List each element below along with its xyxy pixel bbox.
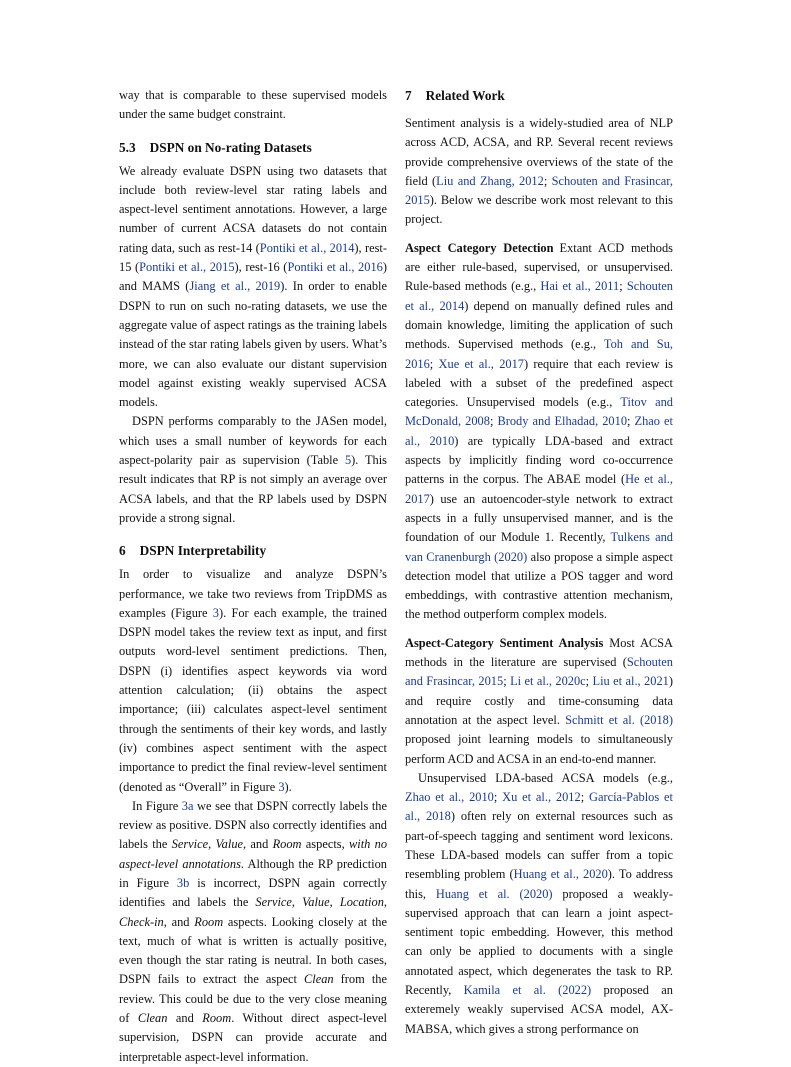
text-run: ). For each example, the trained DSPN model takes the review text as input, and first outputs word-level sentiment predictions. Then, DSPN (i) identifies aspect keywords via word attention calculation; (ii) obtains the aspect importance; (iii) calculates aspect-level sentiment through the sentiments of their key words, and lastly (iv) combines aspect sentiment with the aspect importance to predict the final review-level sentiment (denoted as “Overall” in Figure (119, 605, 387, 794)
paragraph-lda (405, 769, 673, 1039)
emphasis-text: Room (272, 837, 302, 852)
section-heading-7 (405, 86, 673, 105)
emphasis-text: Value (215, 837, 244, 852)
citation-link[interactable]: Pontiki et al., 2014 (259, 240, 355, 255)
text-run: is incorrect, DSPN again correctly identifies and labels the (119, 875, 387, 910)
citation-link[interactable]: Schouten and Frasincar, 2015 (405, 173, 673, 208)
citation-link[interactable]: Pontiki et al., 2016 (287, 260, 383, 275)
emphasis-text: Service (255, 895, 292, 910)
figure-ref-link[interactable]: 3 (212, 605, 219, 620)
citation-link[interactable]: Schouten et al., 2014 (405, 279, 673, 313)
citation-link[interactable]: Hai et al., 2011 (540, 279, 620, 294)
citation-link[interactable]: Xu et al., 2012 (502, 790, 581, 805)
table-ref-link[interactable]: 5 (344, 453, 352, 468)
right-column (405, 86, 673, 1039)
citation-link[interactable]: Brody and Elhadad, 2010 (497, 414, 628, 429)
text-run: ) require that each review is labeled with a subset of the predefined aspect categories. Unsupervised models (e.g., (405, 356, 674, 410)
text-run: ) often rely on external resources such as part-of-speech tagging and sentiment word lexicons. These LDA-based models can suffer from a topic resembling problem ( (405, 809, 673, 882)
emphasis-text: Room (202, 1011, 232, 1026)
text-run: ). In order to enable DSPN to run on such no-rating datasets, we use the aggregate value of aspect ratings as the training labels instead of the star rating labels given by users. What’s more, we can also evaluate our distant supervision model against existing weakly supervised ACSA models. (119, 279, 387, 410)
emphasis-text: Location (339, 895, 384, 910)
text-run: proposed joint learning models to simultaneously perform ACD and ACSA in an end-to-end manner. (405, 732, 673, 766)
text-run: ). This result indicates that RP is not simply an average over ACSA labels, and that the RP labels used by DSPN provide a strong signal. (119, 453, 387, 525)
text-run: Unsupervised LDA-based ACSA models (e.g., (418, 770, 673, 785)
citation-link[interactable]: Schouten and Frasincar, 2015 (405, 655, 673, 689)
text-run: ) depend on manually defined rules and domain knowledge, limiting the application of such methods. Supervised methods (e.g., (405, 298, 673, 352)
text-run: aspects. Looking closely at the text, much of what is written is actually positive, even though the star rating is neutral. In both cases, DSPN fails to extract the aspect (119, 914, 388, 987)
text-run: In Figure (132, 798, 182, 813)
text-run: ; (489, 414, 498, 429)
text-run: 7 (405, 88, 412, 103)
text-run: ; (627, 414, 635, 429)
figure-ref-link[interactable]: 3a (181, 798, 194, 813)
text-run: ; (429, 356, 439, 371)
text-run: DSPN on No-rating Datasets (149, 139, 312, 155)
text-run: ) and require costly and time-consuming data annotation at the aspect level. (405, 674, 673, 727)
citation-link[interactable]: Toh and Su, 2016 (405, 337, 673, 371)
emphasis-text: Clean (137, 1011, 168, 1026)
citation-link[interactable]: Jiang et al., 2019 (189, 279, 281, 294)
left-column (119, 86, 387, 1067)
figure-ref-link[interactable]: 3b (176, 875, 190, 890)
text-run: Extant ACD methods are either rule-based, supervised, or unsupervised. Rule-based methods (e.g., (405, 240, 673, 294)
text-run: Most ACSA methods in the literature are supervised ( (405, 635, 673, 670)
text-run: ; (493, 790, 503, 805)
text-run: 5.3 (119, 139, 136, 155)
citation-link[interactable]: Zhao et al., 2010 (405, 790, 494, 805)
citation-link[interactable]: Tulkens and van Cranenburgh (2020) (405, 530, 673, 564)
text-run: ; (619, 279, 627, 294)
text-run: ) use an autoencoder-style network to extract aspects in a fully unsupervised manner, and is the foundation of our Module 1. Recently, (405, 491, 673, 545)
text-run: Sentiment analysis is a widely-studied area of NLP across ACD, ACSA, and RP. Several recent reviews provide comprehensive overviews of the state of the field ( (405, 116, 673, 188)
text-run: also propose a simple aspect detection model that utilize a POS tagger and word embeddings, with contrastive attention mechanism, the method outperform complex models. (405, 549, 673, 622)
citation-link[interactable]: Kamila et al. (2022) (463, 983, 592, 998)
citation-link[interactable]: Xue et al., 2017 (438, 356, 524, 371)
citation-link[interactable]: Zhao et al., 2010 (405, 414, 673, 448)
text-run: ), rest-15 ( (119, 240, 387, 275)
paragraph-jasen (119, 412, 387, 528)
citation-link[interactable]: He et al., 2017 (405, 472, 673, 506)
text-run: ). Below we describe work most relevant to this project. (405, 193, 673, 227)
text-run: aspects, (301, 837, 349, 852)
text-run: ) and MAMS ( (119, 260, 387, 294)
text-run: and (167, 1011, 203, 1026)
text-run: proposed an exteremely weakly supervised ACSA model, AX-MABSA, which gives a strong performance on (405, 983, 673, 1036)
run-in-heading: Aspect-Category Sentiment Analysis (405, 635, 604, 650)
text-run: ), rest-16 ( (234, 260, 288, 275)
emphasis-text: with no aspect-level annotations (119, 837, 388, 871)
emphasis-text: Clean (303, 972, 334, 987)
citation-link[interactable]: Li et al., 2020c (510, 674, 586, 689)
section-heading-6 (119, 541, 387, 560)
text-run: DSPN Interpretability (139, 543, 267, 559)
citation-link[interactable]: García-Pablos et al., 2018 (405, 790, 673, 824)
text-run: DSPN performs comparably to the JASen model, which uses a small number of keywords for each aspect-polarity pair as supervision (Table (119, 414, 387, 468)
text-run: we see that DSPN correctly labels the review as positive. DSPN also correctly identifies and labels the (119, 798, 387, 852)
text-run: . Although the RP prediction in Figure (119, 856, 387, 890)
text-run: ; (503, 674, 511, 689)
text-run: ; (585, 674, 593, 689)
paragraph-continuation: way that is comparable to these supervised models under the same budget constraint. (119, 88, 387, 122)
text-run: , and (163, 914, 195, 929)
text-run: ). To address this, (405, 867, 673, 901)
text-run: In order to visualize and analyze DSPN’s performance, we take two reviews from TripDMS as examples (Figure (119, 567, 387, 620)
citation-link[interactable]: Schmitt et al. (2018) (565, 712, 673, 727)
paragraph-acd (405, 239, 673, 625)
paragraph-interpretability (119, 565, 387, 797)
emphasis-text: Room (194, 914, 224, 929)
text-run: , (208, 837, 216, 852)
emphasis-text: Value (302, 895, 330, 910)
paragraph-acsa (405, 634, 673, 769)
text-run: , (383, 895, 387, 910)
text-run: , (329, 895, 340, 910)
text-run: . Without direct aspect-level supervision, DSPN can provide accurate and interpretable aspect-level information. (119, 1011, 387, 1064)
text-run: ) are typically LDA-based and extract aspects by implicitly finding word co-occurrence patterns in the corpus. The ABAE model ( (405, 433, 673, 487)
citation-link[interactable]: Pontiki et al., 2015 (139, 260, 235, 275)
paragraph-related-intro (405, 114, 673, 230)
text-run: Related Work (425, 88, 505, 103)
run-in-heading: Aspect Category Detection (405, 240, 554, 255)
citation-link[interactable]: Titov and McDonald, 2008 (405, 395, 673, 429)
emphasis-text: Service (171, 837, 209, 852)
citation-link[interactable]: Liu et al., 2021 (592, 674, 669, 689)
text-run: , and (243, 837, 273, 852)
text-run: ; (543, 173, 552, 188)
text-run: , (291, 895, 303, 910)
paragraph-figure-3 (119, 797, 387, 1067)
text-run: ). (284, 779, 292, 794)
citation-link[interactable]: Huang et al., 2020 (513, 867, 608, 882)
figure-ref-link[interactable]: 3 (278, 779, 285, 794)
citation-link[interactable]: Liu and Zhang, 2012 (436, 173, 544, 188)
citation-link[interactable]: Huang et al. (2020) (435, 886, 553, 901)
text-run: ; (580, 790, 589, 805)
section-heading-5-3 (119, 138, 387, 157)
paragraph-no-rating (119, 162, 387, 413)
text-run: 6 (119, 543, 126, 559)
text-run: proposed a weakly-supervised approach that can learn a joint aspect-sentiment topic embedding. However, this method can only be applied to documents with a single annotated aspect, which degenerates the task to RP. Recently, (405, 886, 673, 998)
text-run: We already evaluate DSPN using two datasets that include both review-level star rating labels and aspect-level sentiment annotations. However, a large number of current ACSA datasets do not contain rating data, such as rest-14 ( (119, 163, 387, 255)
emphasis-text: Check-in (119, 914, 164, 929)
text-run: from the review. This could be due to the very close meaning of (119, 972, 387, 1026)
